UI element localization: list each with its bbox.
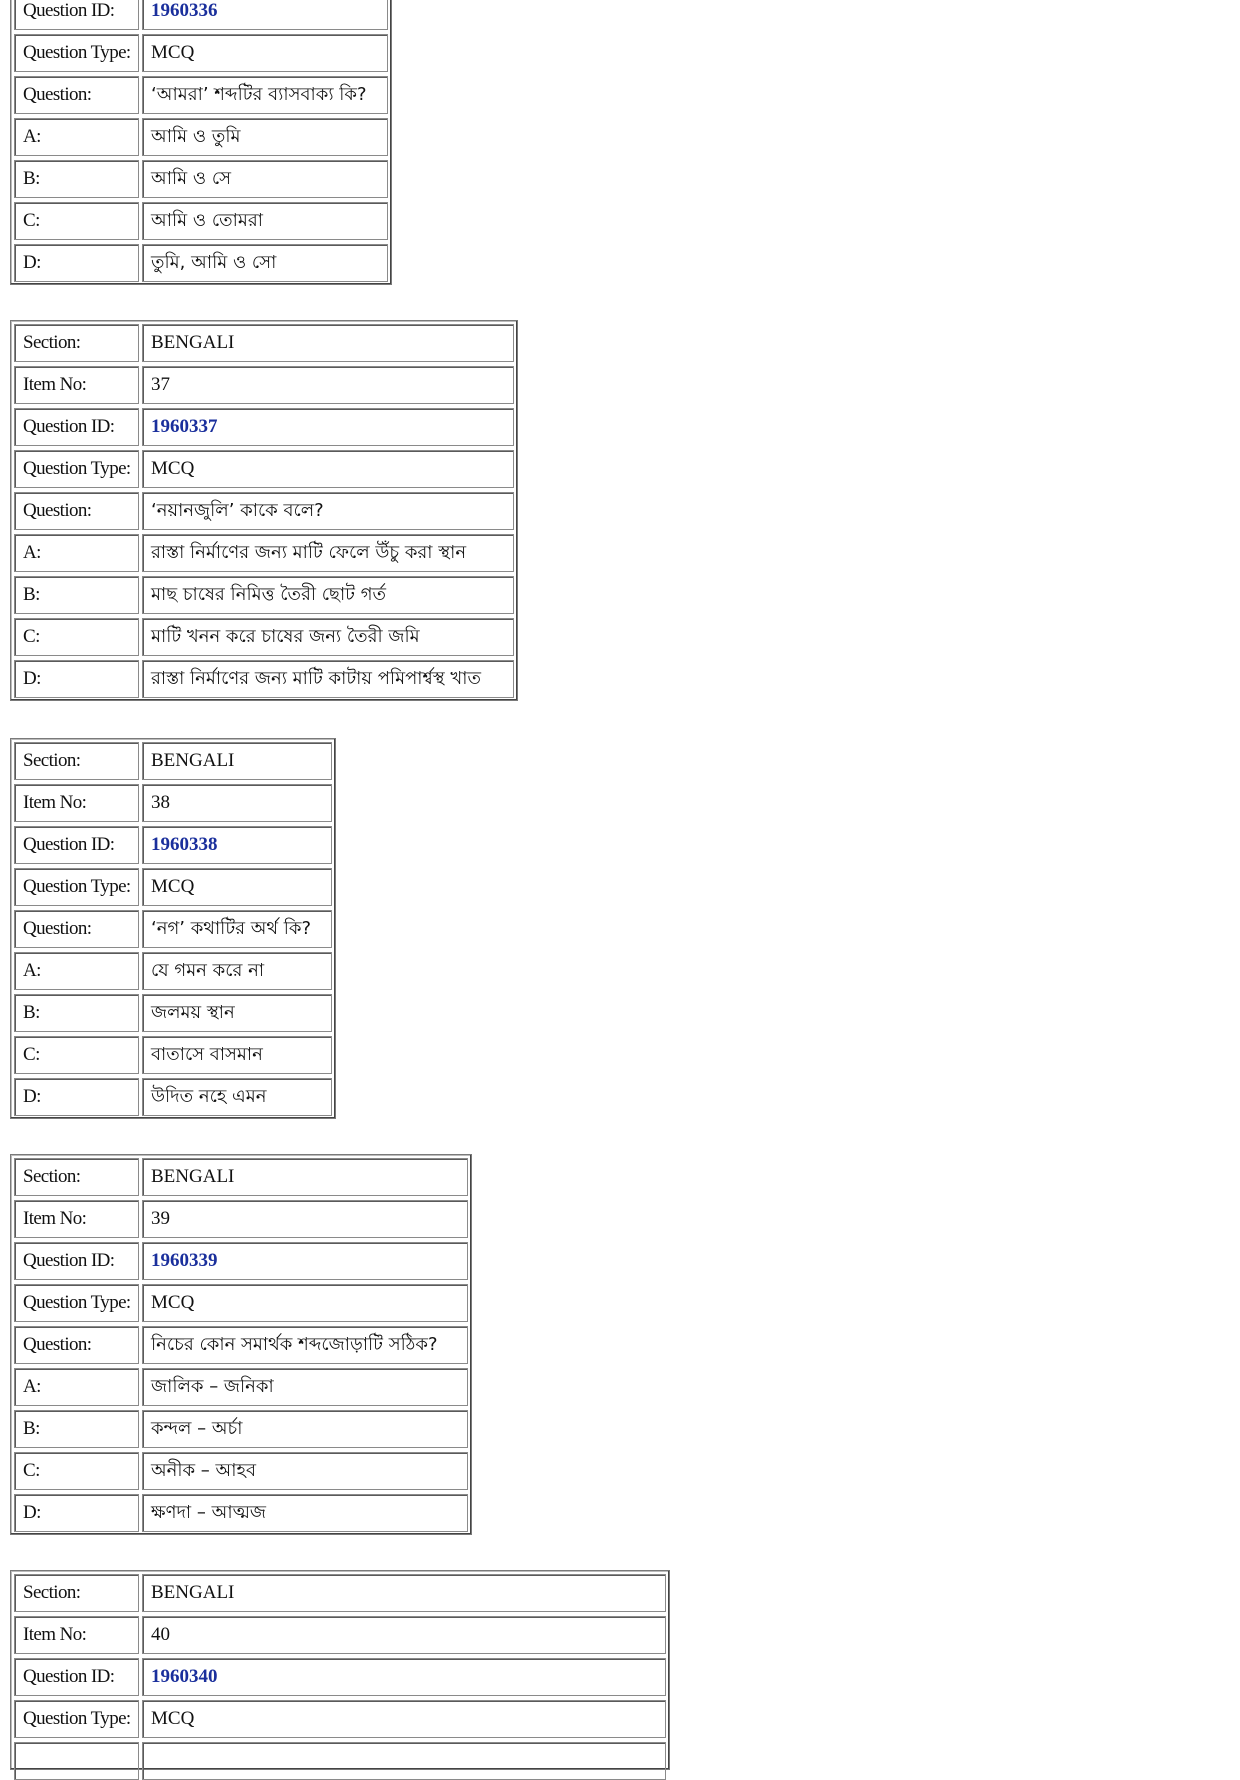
question-id-label: Question ID:: [14, 408, 139, 446]
section-label: Section:: [14, 742, 139, 780]
question-id-label: Question ID:: [14, 0, 139, 30]
item-no-value: 37: [142, 366, 514, 404]
question-type-label: Question Type:: [14, 450, 139, 488]
option-a-row: [14, 1368, 468, 1406]
option-d-label: D:: [14, 1078, 139, 1116]
option-c-row: [14, 618, 514, 656]
question-block-1960337: [10, 320, 518, 701]
option-d-label: D:: [14, 1494, 139, 1532]
item-no-value: 39: [142, 1200, 468, 1238]
option-d-row: [14, 1494, 468, 1532]
question-type-label: Question Type:: [14, 34, 139, 72]
question-id-label: Question ID:: [14, 1658, 139, 1696]
question-type-value: MCQ: [142, 34, 388, 72]
question-label: Question:: [14, 492, 139, 530]
section-value: BENGALI: [142, 742, 332, 780]
section-value: BENGALI: [142, 1574, 666, 1612]
option-d-text: উদিত নহে এমন: [142, 1078, 332, 1116]
item-no-label: Item No:: [14, 1616, 139, 1654]
question-type-row: [14, 868, 332, 906]
question-id-value: 1960337: [142, 408, 514, 446]
section-row: [14, 324, 514, 362]
option-b-row: [14, 576, 514, 614]
question-id-value: 1960338: [142, 826, 332, 864]
question-block-1960338: [10, 738, 336, 1119]
option-c-text: মাটি খনন করে চাষের জন্য তৈরী জমি: [142, 618, 514, 656]
section-row: [14, 1158, 468, 1196]
section-value: BENGALI: [142, 1158, 468, 1196]
option-d-text: রাস্তা নির্মাণের জন্য মাটি কাটায় পমিপার্শ্বস্থ খাত: [142, 660, 514, 698]
option-b-row: [14, 994, 332, 1032]
option-a-text: যে গমন করে না: [142, 952, 332, 990]
option-a-label: A:: [14, 118, 139, 156]
option-d-text: তুমি, আমি ও সো: [142, 244, 388, 282]
item-no-value: 40: [142, 1616, 666, 1654]
option-a-label: A:: [14, 1368, 139, 1406]
option-a-text: আমি ও তুমি: [142, 118, 388, 156]
option-c-text: অনীক – আহব: [142, 1452, 468, 1490]
question-id-row: [14, 0, 388, 30]
question-text: [142, 1742, 666, 1780]
question-type-row: [14, 1284, 468, 1322]
question-label: [14, 1742, 139, 1780]
item-no-row: [14, 366, 514, 404]
option-b-label: B:: [14, 576, 139, 614]
question-row: [14, 76, 388, 114]
question-type-row: [14, 1700, 666, 1738]
option-b-row: [14, 160, 388, 198]
option-d-label: D:: [14, 244, 139, 282]
option-a-row: [14, 952, 332, 990]
option-a-label: A:: [14, 534, 139, 572]
option-d-text: ক্ষণদা – আত্মজ: [142, 1494, 468, 1532]
question-id-row: [14, 826, 332, 864]
option-d-row: [14, 244, 388, 282]
item-no-label: Item No:: [14, 1200, 139, 1238]
item-no-label: Item No:: [14, 366, 139, 404]
option-b-text: মাছ চাষের নিমিত্ত তৈরী ছোট গর্ত: [142, 576, 514, 614]
section-row: [14, 742, 332, 780]
option-c-label: C:: [14, 618, 139, 656]
option-a-row: [14, 118, 388, 156]
question-label: Question:: [14, 1326, 139, 1364]
question-block-1960340: [10, 1570, 670, 1770]
question-label: Question:: [14, 910, 139, 948]
question-type-value: MCQ: [142, 868, 332, 906]
question-type-value: MCQ: [142, 450, 514, 488]
option-c-row: [14, 1036, 332, 1074]
option-a-text: রাস্তা নির্মাণের জন্য মাটি ফেলে উঁচু করা স্থান: [142, 534, 514, 572]
section-label: Section:: [14, 1574, 139, 1612]
question-id-row: [14, 408, 514, 446]
section-row: [14, 1574, 666, 1612]
item-no-value: 38: [142, 784, 332, 822]
option-b-text: কন্দল – অর্চা: [142, 1410, 468, 1448]
question-type-label: Question Type:: [14, 1284, 139, 1322]
option-b-label: B:: [14, 1410, 139, 1448]
question-id-label: Question ID:: [14, 1242, 139, 1280]
item-no-row: [14, 1616, 666, 1654]
question-text: ‘নগ’ কথাটির অর্থ কি?: [142, 910, 332, 948]
option-b-label: B:: [14, 160, 139, 198]
section-label: Section:: [14, 324, 139, 362]
question-block-1960336: [10, 0, 392, 285]
question-row: [14, 1326, 468, 1364]
question-text: নিচের কোন সমার্থক শব্দজোড়াটি সঠিক?: [142, 1326, 468, 1364]
option-b-text: আমি ও সে: [142, 160, 388, 198]
question-row: [14, 1742, 666, 1780]
question-type-row: [14, 34, 388, 72]
option-c-text: বাতাসে বাসমান: [142, 1036, 332, 1074]
question-id-value: 1960339: [142, 1242, 468, 1280]
question-row: [14, 910, 332, 948]
item-no-row: [14, 784, 332, 822]
question-type-value: MCQ: [142, 1700, 666, 1738]
option-a-row: [14, 534, 514, 572]
option-c-label: C:: [14, 1036, 139, 1074]
option-c-label: C:: [14, 202, 139, 240]
question-label: Question:: [14, 76, 139, 114]
question-type-label: Question Type:: [14, 868, 139, 906]
question-text: ‘আমরা’ শব্দটির ব্যাসবাক্য কি?: [142, 76, 388, 114]
option-b-text: জলময় স্থান: [142, 994, 332, 1032]
question-text: ‘নয়ানজুলি’ কাকে বলে?: [142, 492, 514, 530]
question-id-label: Question ID:: [14, 826, 139, 864]
question-row: [14, 492, 514, 530]
question-type-row: [14, 450, 514, 488]
option-b-row: [14, 1410, 468, 1448]
item-no-label: Item No:: [14, 784, 139, 822]
option-c-text: আমি ও তোমরা: [142, 202, 388, 240]
question-id-row: [14, 1658, 666, 1696]
option-c-row: [14, 1452, 468, 1490]
option-b-label: B:: [14, 994, 139, 1032]
option-d-row: [14, 660, 514, 698]
option-c-label: C:: [14, 1452, 139, 1490]
question-id-value: 1960340: [142, 1658, 666, 1696]
question-id-value: 1960336: [142, 0, 388, 30]
section-value: BENGALI: [142, 324, 514, 362]
question-block-1960339: [10, 1154, 472, 1535]
question-id-row: [14, 1242, 468, 1280]
question-type-label: Question Type:: [14, 1700, 139, 1738]
option-c-row: [14, 202, 388, 240]
option-d-label: D:: [14, 660, 139, 698]
question-type-value: MCQ: [142, 1284, 468, 1322]
item-no-row: [14, 1200, 468, 1238]
option-a-label: A:: [14, 952, 139, 990]
option-a-text: জালিক – জনিকা: [142, 1368, 468, 1406]
section-label: Section:: [14, 1158, 139, 1196]
option-d-row: [14, 1078, 332, 1116]
